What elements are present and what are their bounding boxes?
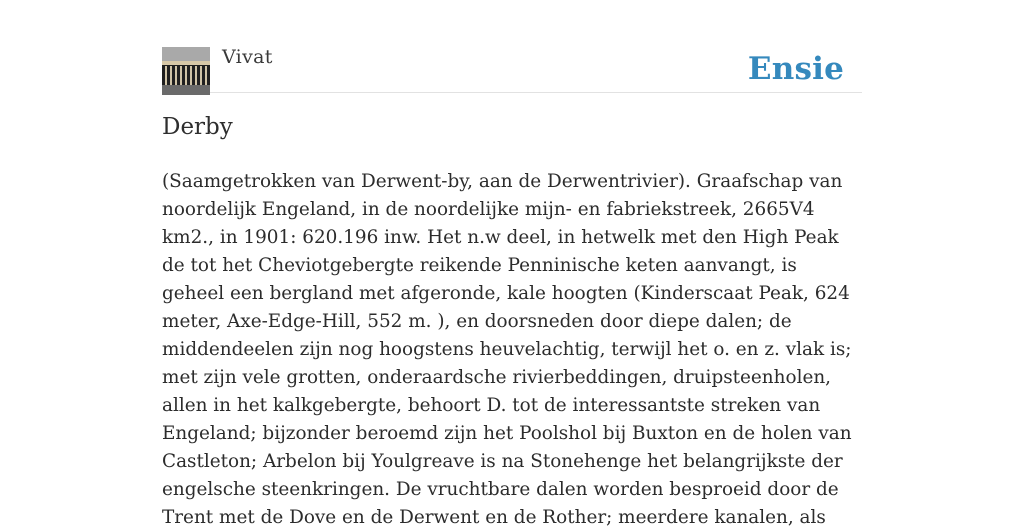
article-body: (Saamgetrokken van Derwent-by, aan de Derwentrivier). Graafschap van noordelijk Engeland, in de noordelijke mijn- en fabriekstreek, 2665V4 km2., in 1901: 620.196 inw. Het n.w deel, in hetwelk met den High Peak de tot het Cheviotgebergte reikende Penninische keten aanvangt, is geheel een bergland met afgeronde, kale hoogten (Kinderscaat Peak, 624 meter, Axe-Edge-Hill, 552 m. ), en doorsneden door diepe dalen; de middendeelen zijn nog hoogstens heuvelachtig, terwijl het o. en z. vlak is; met zijn vele grotten, onderaardsche rivierbeddingen, druipsteenholen, allen in het kalkgebergte, behoort D. tot de interessantste streken van Engeland; bijzonder beroemd zijn het Poolshol bij Buxton en de holen van Castleton; Arbelon bij Youlgreave is na Stonehenge het belangrijkste der engelsche steenkringen. De vruchtbare dalen worden besproeid door de Trent met de Dove en de Derwent en de Rother; meerdere kanalen, als [162,171,852,528]
site-logo[interactable]: Ensie [747,51,844,87]
article-title: Derby [162,114,233,140]
article-header [162,46,862,93]
author-avatar[interactable] [162,47,210,95]
author-name[interactable]: Vivat [222,46,273,68]
avatar-image [162,47,210,95]
